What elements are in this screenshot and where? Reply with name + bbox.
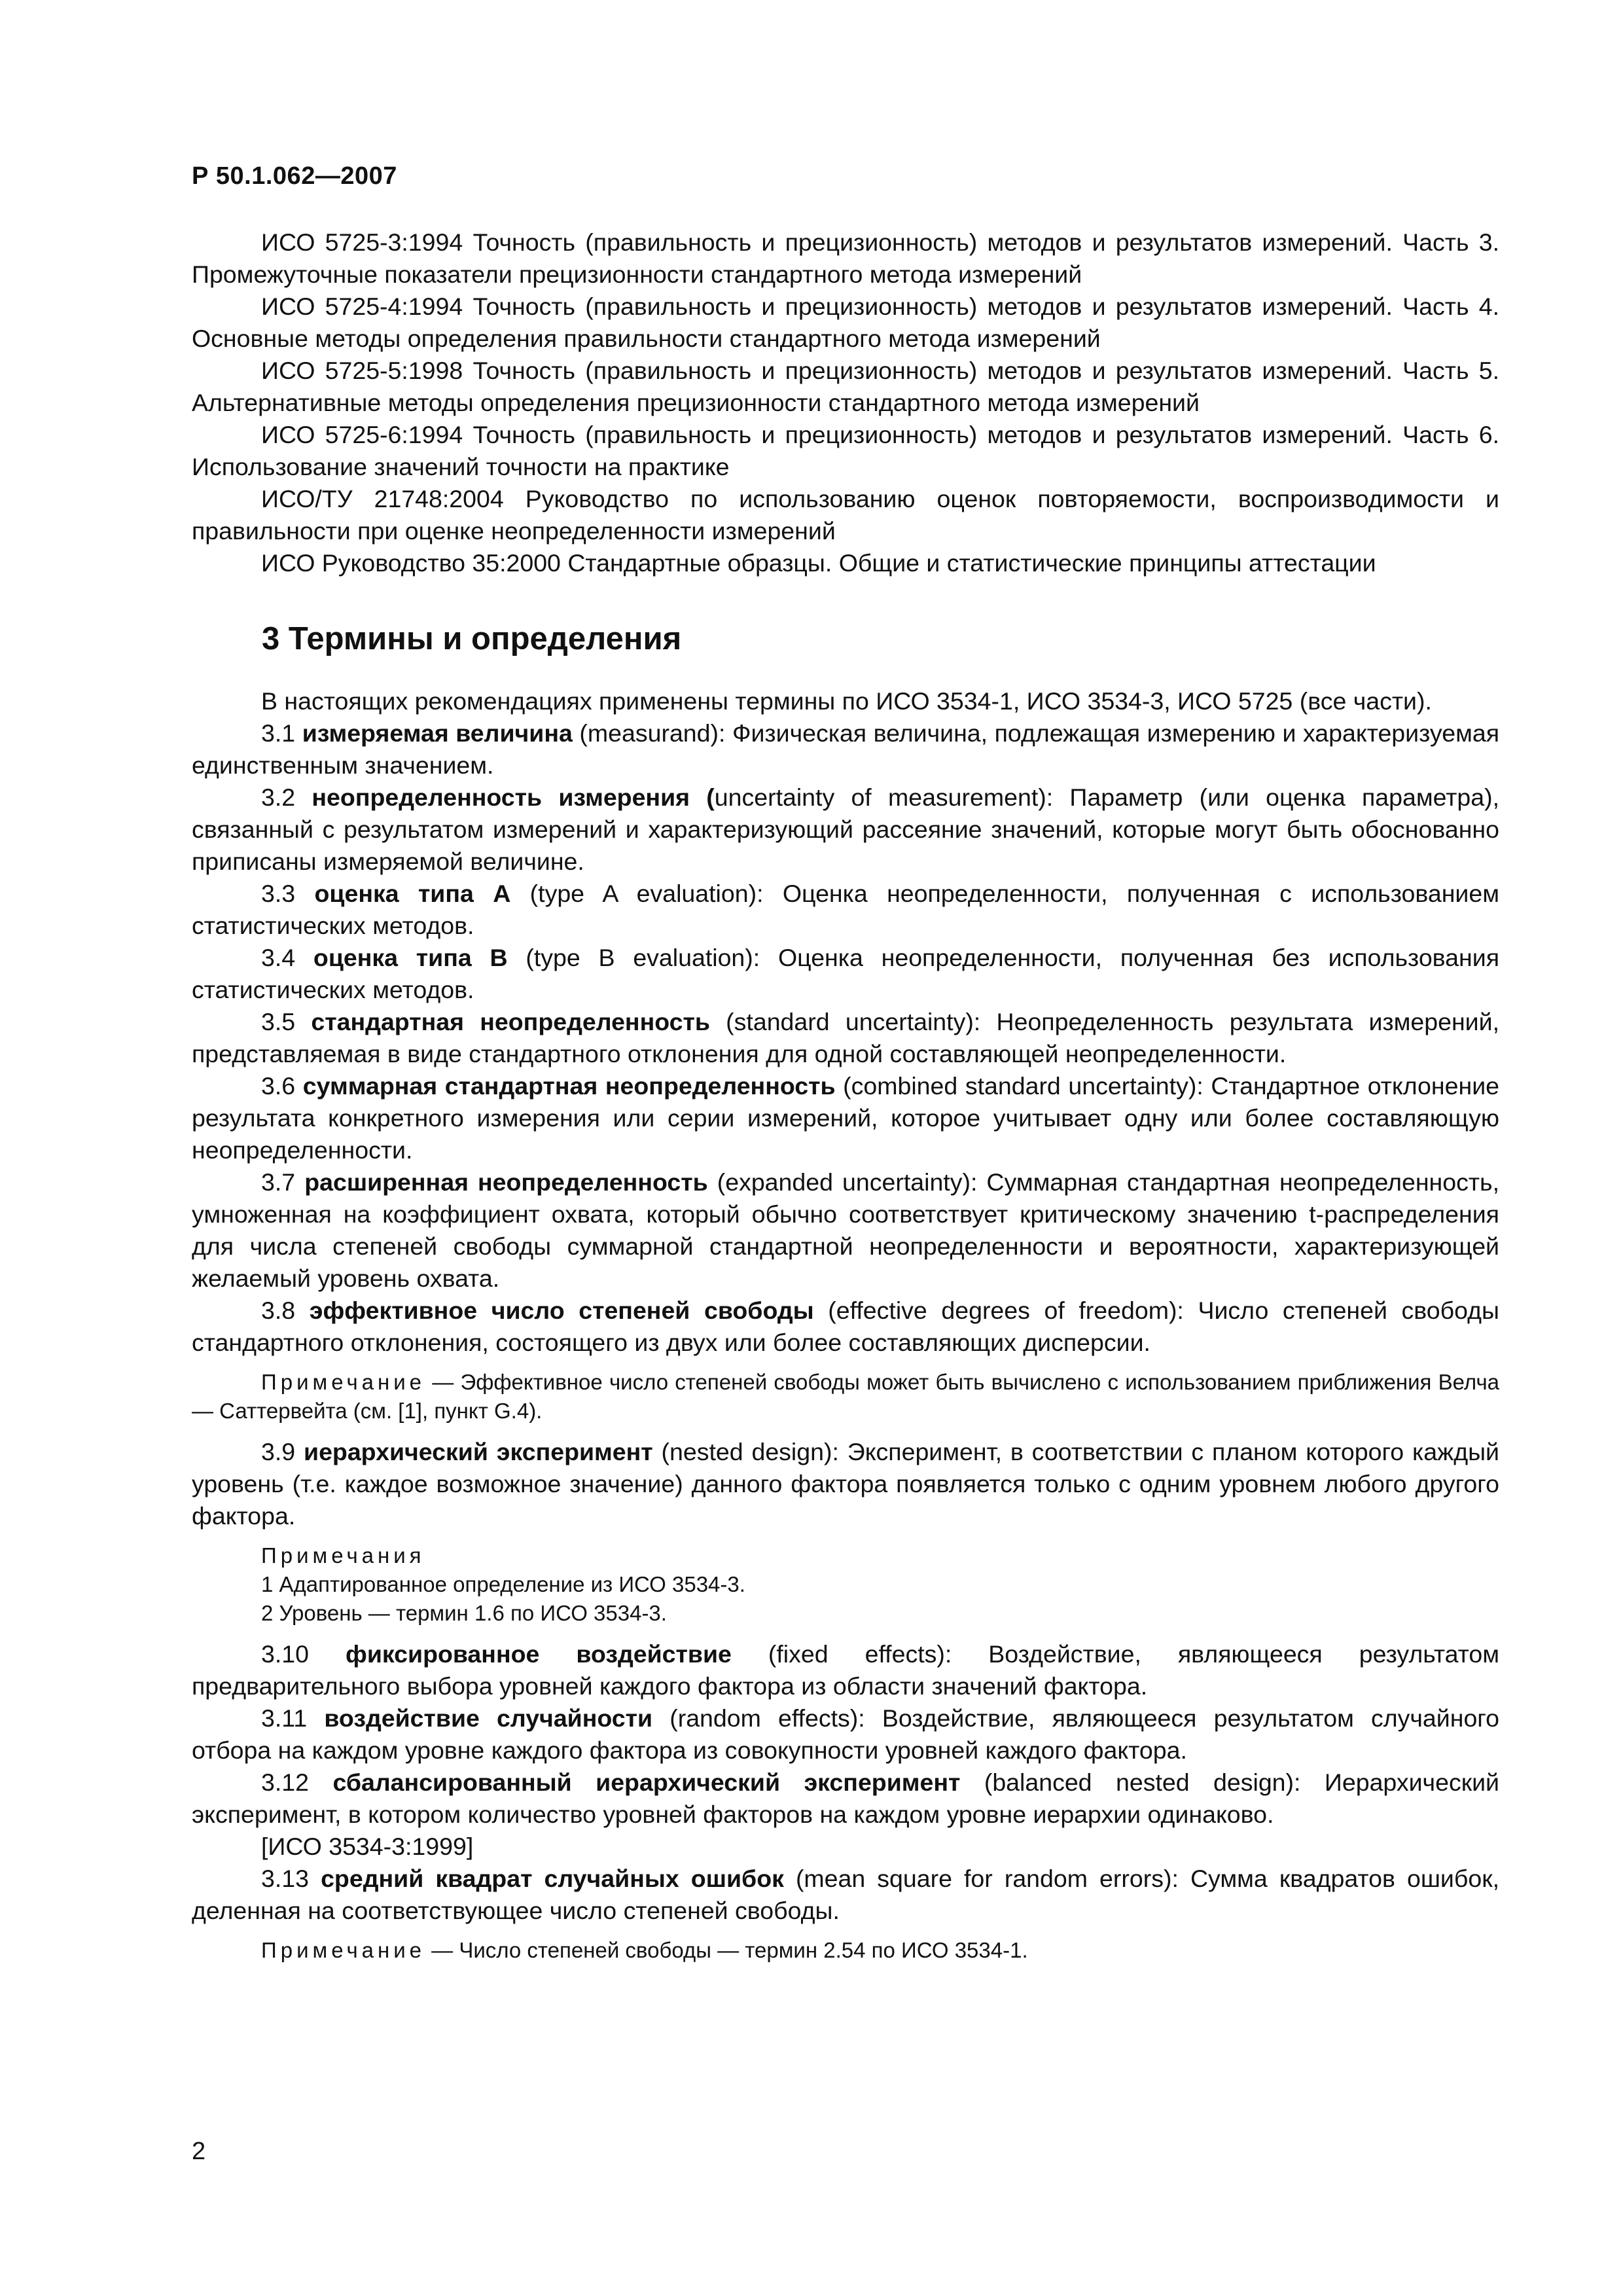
section-title: 3 Термины и определения	[262, 621, 682, 656]
term-name: фиксированное воздействие	[346, 1640, 732, 1668]
note-item: 2 Уровень — термин 1.6 по ИСО 3534-3.	[261, 1601, 667, 1625]
term-name: иерархический эксперимент	[304, 1438, 653, 1465]
note-3-13: Примечание — Число степеней свободы — термин 2.54 по ИСО 3534-1.	[261, 1938, 1028, 1962]
references-list	[192, 226, 1499, 579]
reference-item: ИСО/ТУ 21748:2004 Руководство по использованию оценок повторяемости, воспроизводимости и правильности при оценке неопределенности измерений	[192, 485, 1499, 545]
term-name: неопределенность измерения (	[312, 783, 715, 811]
term-3-4: 3.4 оценка типа В (type B evaluation): Оценка неопределенности, полученная без использования статистических методов.	[192, 944, 1500, 1003]
intro-paragraph: В настоящих рекомендациях применены термины по ИСО 3534-1, ИСО 3534-3, ИСО 5725 (все части).	[261, 687, 1432, 715]
term-3-13: 3.13 средний квадрат случайных ошибок (mean square for random errors): Сумма квадратов ошибок, деленная на соответствующее число степеней свободы.	[192, 1865, 1500, 1924]
term-3-9: 3.9 иерархический эксперимент (nested design): Эксперимент, в соответствии с планом которого каждый уровень (т.е. каждое возможное значение) данного фактора появляется только с одним уровнем любого другого фактора.	[192, 1438, 1499, 1530]
term-3-11: 3.11 воздействие случайности (random effects): Воздействие, являющееся результатом случайного отбора на каждом уровне каждого фактора из совокупности уровней каждого фактора.	[192, 1704, 1500, 1764]
term-name: измеряемая величина	[302, 719, 573, 747]
reference-3-12: [ИСО 3534-3:1999]	[261, 1833, 474, 1860]
term-3-10: 3.10 фиксированное воздействие (fixed effects): Воздействие, являющееся результатом предварительного выбора уровней каждого фактора из области значений фактора.	[192, 1640, 1500, 1700]
terms-section	[192, 685, 1499, 1975]
document-number: Р 50.1.062—2007	[192, 162, 397, 190]
term-name: оценка типа В	[313, 944, 508, 971]
term-name: сбалансированный иерархический эксперимент	[332, 1768, 961, 1796]
reference-item: ИСО 5725-4:1994 Точность (правильность и прецизионность) методов и результатов измерений. Часть 4. Основные методы определения правильности стандартного метода измерений	[192, 293, 1499, 352]
term-3-8: 3.8 эффективное число степеней свободы (effective degrees of freedom): Число степеней свободы стандартного отклонения, состоящего из двух или более составляющих дисперсии.	[192, 1297, 1499, 1356]
reference-item: ИСО Руководство 35:2000 Стандартные образцы. Общие и статистические принципы аттестации	[261, 549, 1376, 577]
notes-label: Примечания	[261, 1543, 425, 1568]
term-3-6: 3.6 суммарная стандартная неопределенность (combined standard uncertainty): Стандартное отклонение результата конкретного измерения или серии измерений, которое учитывает одну или более составляющую неопределенности.	[192, 1072, 1499, 1164]
term-3-3: 3.3 оценка типа А (type A evaluation): Оценка неопределенности, полученная с использованием статистических методов.	[192, 880, 1499, 939]
term-name: воздействие случайности	[324, 1704, 653, 1732]
term-name: оценка типа А	[314, 880, 511, 907]
term-name: суммарная стандартная неопределенность	[302, 1072, 836, 1100]
term-name: средний квадрат случайных ошибок	[321, 1865, 784, 1892]
reference-item: ИСО 5725-6:1994 Точность (правильность и прецизионность) методов и результатов измерений. Часть 6. Использование значений точности на практике	[192, 421, 1499, 480]
term-3-5: 3.5 стандартная неопределенность (standard uncertainty): Неопределенность результата измерений, представляемая в виде стандартного отклонения для одной составляющей неопределенности.	[192, 1008, 1499, 1067]
page-number: 2	[192, 2138, 206, 2165]
term-name: стандартная неопределенность	[311, 1008, 710, 1035]
term-3-2: 3.2 неопределенность измерения (uncertainty of measurement): Параметр (или оценка параметра), связанный с результатом измерений и характеризующий рассеяние значений, которые могут быть обоснованно приписаны измеряемой величине.	[192, 783, 1499, 875]
term-3-7: 3.7 расширенная неопределенность (expanded uncertainty): Суммарная стандартная неопределенность, умноженная на коэффициент охвата, который обычно соответствует критическому значению t-распределения для числа степеней свободы суммарной стандартной неопределенности и вероятности, характеризующей желаемый уровень охвата.	[192, 1168, 1499, 1292]
term-name: эффективное число степеней свободы	[309, 1297, 814, 1324]
term-name: расширенная неопределенность	[304, 1168, 708, 1196]
term-3-1: 3.1 измеряемая величина (measurand): Физическая величина, подлежащая измерению и характеризуемая единственным значением.	[192, 719, 1500, 779]
reference-item: ИСО 5725-5:1998 Точность (правильность и прецизионность) методов и результатов измерений. Часть 5. Альтернативные методы определения прецизионности стандартного метода измерений	[192, 357, 1499, 416]
term-3-12: 3.12 сбалансированный иерархический эксперимент (balanced nested design): Иерархический эксперимент, в котором количество уровней факторов на каждом уровне иерархии одинаково.	[192, 1768, 1499, 1828]
reference-item: ИСО 5725-3:1994 Точность (правильность и прецизионность) методов и результатов измерений. Часть 3. Промежуточные показатели прецизионности стандартного метода измерений	[192, 228, 1499, 288]
note-item: 1 Адаптированное определение из ИСО 3534-3.	[261, 1572, 745, 1596]
notes-3-9	[192, 1541, 1499, 1628]
note-3-8: Примечание — Эффективное число степеней свободы может быть вычислено с использованием приближения Велча — Саттервейта (см. [1], пункт G.4).	[192, 1370, 1499, 1423]
